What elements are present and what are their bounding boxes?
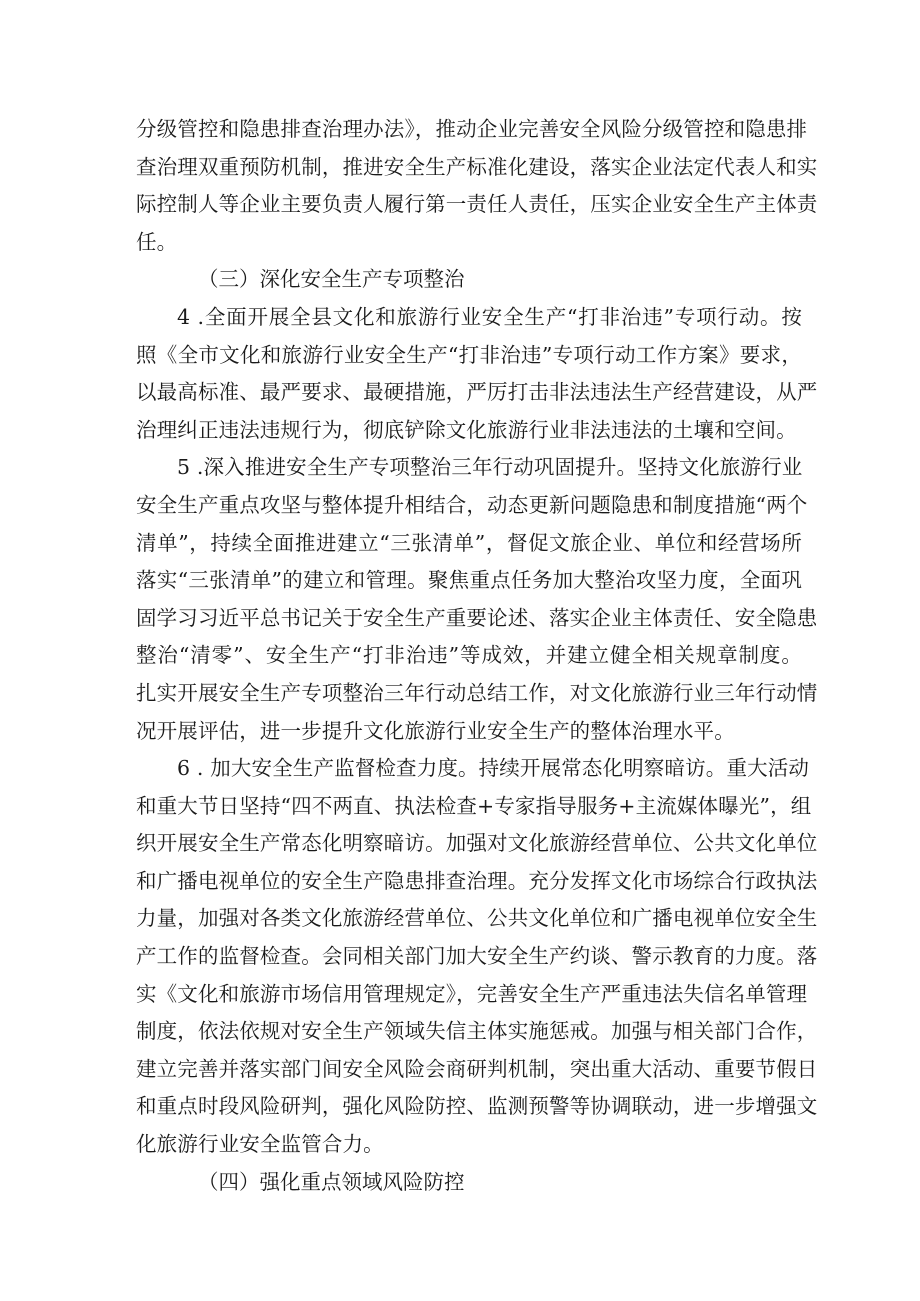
paragraph-item-6 xyxy=(136,750,818,1164)
paragraph-item-4 xyxy=(136,299,818,449)
text-line: 任。 xyxy=(136,229,178,254)
text-line: 扎实开展安全生产专项整治三年行动总结工作，对文化旅游行业三年行动情 xyxy=(136,680,818,705)
paragraph-intro xyxy=(136,111,818,261)
text-line: 化旅游行业安全监管合力。 xyxy=(136,1132,384,1157)
text-line: 和重大节日坚持“四不两直、执法检查+专家指导服务+主流媒体曝光”，组 xyxy=(136,793,812,818)
text-line: 分级管控和隐患排查治理办法》，推动企业完善安全风险分级管控和隐患排 xyxy=(136,117,808,141)
text-line: 织开展安全生产常态化明察暗访。加强对文化旅游经营单位、公共文化单位 xyxy=(136,831,818,856)
text-line: 制度，依法依规对安全生产领域失信主体实施惩戒。加强与相关部门合作， xyxy=(136,1019,818,1044)
text-line: 6 . 加大安全生产监督检查力度。持续开展常态化明察暗访。重大活动 xyxy=(177,756,810,781)
text-line: 况开展评估，进一步提升文化旅游行业安全生产的整体治理水平。 xyxy=(136,718,735,743)
text-line: 治理纠正违法违规行为，彻底铲除文化旅游行业非法违法的土壤和空间。 xyxy=(136,417,797,442)
text-line: 4 .全面开展全县文化和旅游行业安全生产“打非治违”专项行动。按 xyxy=(177,304,802,329)
text-line: 实《文化和旅游市场信用管理规定》，完善安全生产严重违法失信名单管理 xyxy=(136,981,808,1006)
text-line: 整治“清零”、安全生产“打非治违”等成效，并建立健全相关规章制度。 xyxy=(136,643,802,668)
text-line: 固学习习近平总书记关于安全生产重要论述、落实企业主体责任、安全隐患 xyxy=(136,605,818,630)
text-line: 和重点时段风险研判，强化风险防控、监测预警等协调联动，进一步增强文 xyxy=(136,1094,818,1119)
section-heading-3: （三）深化安全生产专项整治 xyxy=(198,267,465,292)
text-line: 安全生产重点攻坚与整体提升相结合，动态更新问题隐患和制度措施“两个 xyxy=(136,492,808,517)
text-line: 清单”，持续全面推进建立“三张清单”，督促文旅企业、单位和经营场所 xyxy=(136,530,802,555)
text-line: 建立完善并落实部门间安全风险会商研判机制，突出重大活动、重要节假日 xyxy=(136,1056,818,1081)
text-line: 以最高标准、最严要求、最硬措施，严厉打击非法违法生产经营建设，从严 xyxy=(136,380,818,405)
paragraph-item-5 xyxy=(136,449,818,750)
text-line: 照《全市文化和旅游行业安全生产“打非治违”专项行动工作方案》要求， xyxy=(136,342,802,367)
section-heading-4: （四）强化重点领域风险防控 xyxy=(198,1169,465,1194)
text-line: 5 .深入推进安全生产专项整治三年行动巩固提升。坚持文化旅游行业 xyxy=(177,455,803,480)
text-line: 际控制人等企业主要负责人履行第一责任人责任，压实企业安全生产主体责 xyxy=(136,192,818,217)
text-line: 产工作的监督检查。会同相关部门加大安全生产约谈、警示教育的力度。落 xyxy=(136,944,818,969)
text-line: 落实“三张清单”的建立和管理。聚焦重点任务加大整治攻坚力度，全面巩 xyxy=(136,568,802,593)
text-line: 力量，加强对各类文化旅游经营单位、公共文化单位和广播电视单位安全生 xyxy=(136,906,818,931)
text-line: 和广播电视单位的安全生产隐患排查治理。充分发挥文化市场综合行政执法 xyxy=(136,868,818,893)
text-line: 查治理双重预防机制，推进安全生产标准化建设，落实企业法定代表人和实 xyxy=(136,154,818,179)
document-body xyxy=(136,111,818,1201)
